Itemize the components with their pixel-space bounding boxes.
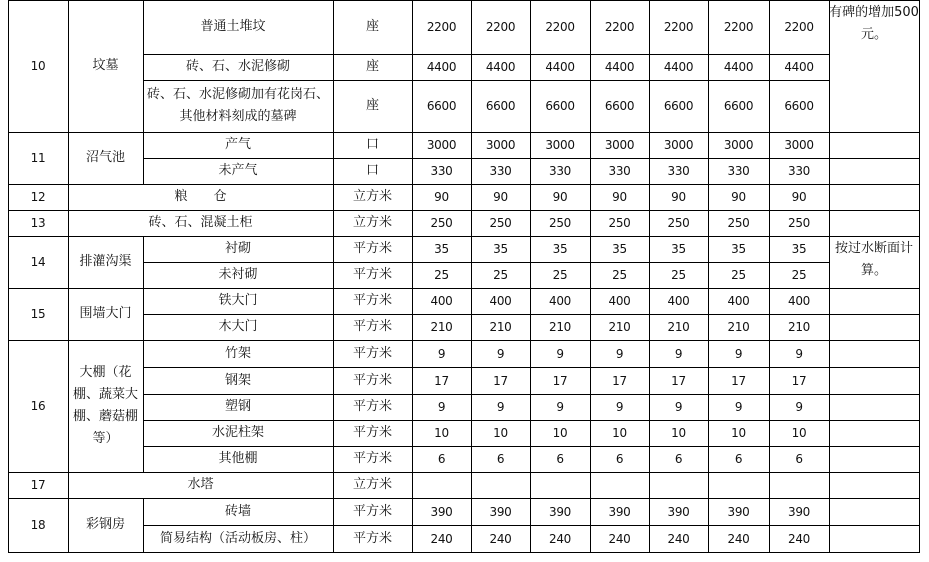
value-cell: 17 [434, 373, 449, 388]
value-cell: 9 [496, 346, 505, 361]
sub-item: 木大门 [218, 319, 258, 334]
value-cell: 3000 [663, 138, 694, 152]
row-number: 18 [30, 518, 46, 532]
unit-cell: 平方米 [352, 399, 392, 414]
value-cell: 3000 [545, 138, 575, 152]
value-cell: 6 [674, 452, 683, 466]
value-cell: 240 [667, 531, 690, 546]
value-cell: 17 [671, 373, 686, 388]
sub-item: 砖、石、水泥修砌加有花岗石、其他材料刻成的墓碑 [146, 87, 329, 124]
item-name: 坟墓 [92, 58, 119, 73]
value-cell: 90 [791, 190, 807, 204]
item-name: 彩钢房 [85, 517, 125, 532]
value-cell: 90 [731, 190, 746, 204]
row-number: 14 [30, 255, 46, 269]
value-cell: 35 [791, 242, 807, 256]
value-cell: 390 [667, 504, 690, 519]
value-cell: 9 [437, 346, 446, 361]
value-cell: 6600 [784, 99, 814, 113]
value-cell: 6600 [723, 99, 754, 113]
value-cell: 4400 [485, 60, 516, 74]
sub-item: 水泥柱架 [211, 425, 264, 440]
value-cell: 210 [727, 320, 750, 334]
row-number: 10 [30, 59, 46, 73]
item-name: 粮 仓 [174, 189, 227, 204]
value-cell: 6 [556, 452, 564, 466]
unit-cell: 平方米 [352, 503, 392, 519]
value-cell: 6 [615, 452, 624, 466]
value-cell: 210 [548, 320, 571, 334]
value-cell: 35 [612, 242, 627, 256]
value-cell: 9 [795, 400, 803, 414]
row-number: 11 [30, 151, 46, 165]
value-cell: 17 [493, 373, 508, 388]
value-cell: 390 [430, 504, 453, 519]
value-cell: 17 [731, 373, 746, 388]
value-cell: 400 [548, 294, 571, 308]
value-cell: 10 [434, 426, 449, 440]
value-cell: 25 [434, 268, 449, 282]
item-name: 大棚（花棚、蔬菜大棚、蘑菇棚等） [72, 365, 138, 446]
value-cell: 250 [727, 216, 750, 230]
value-cell: 330 [608, 164, 631, 178]
unit-cell: 立方米 [352, 215, 392, 230]
value-cell: 10 [791, 426, 807, 440]
item-name: 沼气池 [85, 150, 125, 165]
unit-cell: 座 [365, 19, 379, 34]
value-cell: 3000 [723, 138, 754, 152]
sub-item: 竹架 [224, 345, 251, 361]
value-cell: 35 [434, 242, 449, 256]
item-name: 水塔 [187, 477, 214, 492]
value-cell: 250 [430, 216, 453, 230]
sub-item: 未衬砌 [218, 267, 258, 282]
unit-cell: 平方米 [352, 425, 392, 440]
value-cell: 330 [489, 164, 512, 178]
value-cell: 35 [671, 242, 686, 256]
row-number: 16 [30, 399, 46, 413]
row-number: 15 [30, 307, 46, 321]
sub-item: 钢架 [224, 372, 251, 388]
value-cell: 9 [674, 400, 683, 414]
unit-cell: 座 [365, 98, 379, 113]
value-cell: 9 [556, 400, 564, 414]
value-cell: 3000 [784, 138, 814, 152]
value-cell: 6 [437, 452, 446, 466]
unit-cell: 立方米 [352, 477, 392, 492]
value-cell: 330 [727, 164, 750, 178]
value-cell: 10 [612, 426, 627, 440]
value-cell: 2200 [426, 20, 457, 34]
value-cell: 17 [552, 373, 568, 388]
value-cell: 90 [552, 190, 568, 204]
value-cell: 390 [548, 504, 571, 519]
value-cell: 25 [552, 268, 568, 282]
value-cell: 400 [727, 294, 750, 308]
value-cell: 25 [731, 268, 746, 282]
unit-cell: 座 [365, 59, 379, 74]
value-cell: 4400 [784, 60, 814, 74]
value-cell: 390 [489, 504, 512, 519]
value-cell: 400 [489, 294, 512, 308]
sub-item: 铁大门 [218, 293, 258, 308]
value-cell: 9 [437, 400, 446, 414]
value-cell: 330 [667, 164, 690, 178]
value-cell: 4400 [545, 60, 575, 74]
unit-cell: 平方米 [352, 451, 392, 466]
value-cell: 2200 [663, 20, 694, 34]
value-cell: 250 [787, 216, 810, 230]
value-cell: 400 [608, 294, 631, 308]
value-cell: 2200 [545, 20, 575, 34]
value-cell: 250 [489, 216, 512, 230]
value-cell: 25 [791, 268, 807, 282]
value-cell: 6 [734, 452, 743, 466]
value-cell: 6600 [604, 99, 635, 113]
value-cell: 240 [787, 531, 810, 546]
value-cell: 10 [731, 426, 746, 440]
value-cell: 10 [552, 426, 568, 440]
value-cell: 90 [612, 190, 627, 204]
unit-cell: 口 [365, 137, 379, 152]
value-cell: 390 [787, 504, 810, 519]
row-number: 12 [30, 190, 46, 204]
value-cell: 9 [795, 346, 803, 361]
value-cell: 9 [496, 400, 505, 414]
sub-item: 未产气 [218, 163, 258, 178]
sub-item: 普通土堆坟 [200, 19, 266, 34]
value-cell: 6 [496, 452, 505, 466]
value-cell: 210 [667, 320, 690, 334]
sub-item: 砖、石、水泥修砌 [185, 59, 290, 74]
value-cell: 4400 [604, 60, 635, 74]
value-cell: 400 [430, 294, 453, 308]
value-cell: 2200 [604, 20, 635, 34]
value-cell: 3000 [604, 138, 635, 152]
unit-cell: 平方米 [352, 345, 392, 361]
value-cell: 25 [671, 268, 686, 282]
value-cell: 240 [727, 531, 750, 546]
value-cell: 210 [430, 320, 453, 334]
value-cell: 6 [795, 452, 803, 466]
value-cell: 400 [667, 294, 690, 308]
value-cell: 210 [489, 320, 512, 334]
value-cell: 9 [734, 400, 743, 414]
value-cell: 330 [430, 164, 453, 178]
value-cell: 6600 [426, 99, 457, 113]
value-cell: 250 [667, 216, 690, 230]
value-cell: 35 [552, 242, 568, 256]
item-name: 围墙大门 [79, 306, 132, 321]
item-name: 砖、石、混凝土柜 [148, 215, 253, 230]
value-cell: 4400 [663, 60, 694, 74]
value-cell: 9 [556, 346, 564, 361]
value-cell: 390 [727, 504, 750, 519]
sub-item: 产气 [224, 137, 251, 152]
value-cell: 3000 [485, 138, 516, 152]
note-cell: 有碑的增加500元。 [829, 5, 919, 42]
unit-cell: 平方米 [352, 267, 392, 282]
unit-cell: 平方米 [352, 319, 392, 334]
sub-item: 砖墙 [224, 503, 251, 519]
unit-cell: 平方米 [352, 241, 392, 256]
value-cell: 330 [548, 164, 571, 178]
value-cell: 17 [791, 373, 807, 388]
value-cell: 35 [493, 242, 508, 256]
value-cell: 25 [493, 268, 508, 282]
value-cell: 17 [612, 373, 627, 388]
value-cell: 9 [615, 400, 624, 414]
value-cell: 400 [787, 294, 810, 308]
value-cell: 250 [548, 216, 571, 230]
value-cell: 2200 [784, 20, 814, 34]
unit-cell: 平方米 [352, 530, 392, 546]
value-cell: 330 [787, 164, 810, 178]
value-cell: 6600 [485, 99, 516, 113]
value-cell: 390 [608, 504, 631, 519]
row-number: 17 [30, 478, 46, 492]
row-number: 13 [30, 216, 46, 230]
value-cell: 240 [430, 531, 453, 546]
value-cell: 3000 [426, 138, 457, 152]
value-cell: 4400 [723, 60, 754, 74]
value-cell: 250 [608, 216, 631, 230]
value-cell: 90 [493, 190, 508, 204]
value-cell: 10 [671, 426, 686, 440]
value-cell: 210 [608, 320, 631, 334]
sub-item: 简易结构（活动板房、柱） [159, 530, 316, 546]
value-cell: 90 [671, 190, 686, 204]
unit-cell: 口 [365, 163, 379, 178]
unit-cell: 平方米 [352, 293, 392, 308]
unit-cell: 平方米 [352, 372, 392, 388]
value-cell: 240 [489, 531, 512, 546]
unit-cell: 立方米 [352, 189, 392, 204]
sub-item: 其他棚 [218, 451, 258, 466]
value-cell: 10 [493, 426, 508, 440]
note-cell: 按过水断面计算。 [834, 241, 913, 278]
value-cell: 240 [608, 531, 631, 546]
item-name: 排灌沟渠 [79, 254, 132, 269]
value-cell: 25 [612, 268, 627, 282]
value-cell: 2200 [723, 20, 754, 34]
value-cell: 210 [787, 320, 810, 334]
value-cell: 240 [548, 531, 571, 546]
value-cell: 9 [674, 346, 683, 361]
value-cell: 9 [615, 346, 624, 361]
sub-item: 塑钢 [224, 399, 251, 414]
value-cell: 6600 [545, 99, 575, 113]
value-cell: 6600 [663, 99, 694, 113]
value-cell: 2200 [485, 20, 516, 34]
value-cell: 90 [434, 190, 449, 204]
value-cell: 9 [734, 346, 743, 361]
value-cell: 35 [731, 242, 746, 256]
value-cell: 4400 [426, 60, 457, 74]
sub-item: 衬砌 [224, 241, 251, 256]
